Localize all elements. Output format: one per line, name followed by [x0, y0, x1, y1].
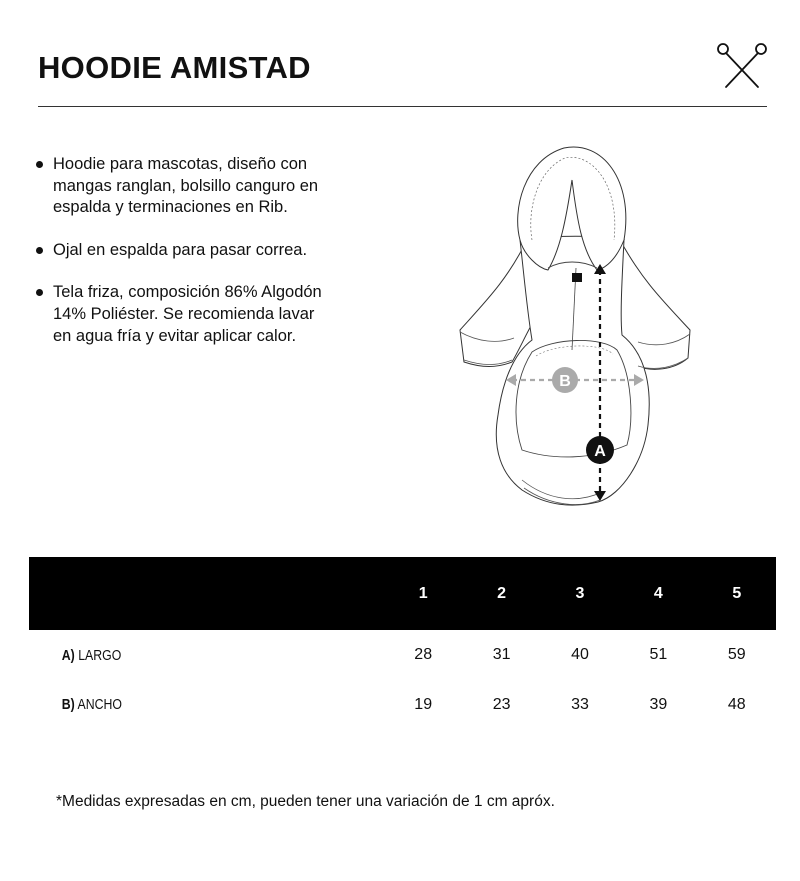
size-value: 33 [571, 695, 589, 713]
size-value: 59 [727, 646, 746, 663]
size-header: 5 [732, 584, 742, 602]
table-row [29, 630, 776, 680]
size-header: 1 [418, 584, 428, 602]
size-value: 31 [492, 646, 511, 663]
header-empty-cell [29, 557, 384, 630]
marker-b-label: B [559, 373, 571, 390]
size-value: 19 [414, 695, 433, 713]
row-letter: B) [61, 696, 75, 713]
row-label-largo [29, 630, 320, 680]
row-name: LARGO [78, 646, 122, 664]
size-value: 39 [649, 695, 668, 713]
title-divider [38, 106, 767, 107]
size-header: 2 [497, 584, 507, 602]
description-item: Tela friza, composición 86% Algodón 14% Poliéster. Se recomienda lavar en agua fría y evitar aplicar calor. [36, 282, 336, 347]
description-item: Hoodie para mascotas, diseño con mangas ranglan, bolsillo canguro en espalda y terminaciones en Rib. [36, 154, 336, 219]
size-header: 4 [653, 584, 663, 602]
description-list [36, 154, 336, 368]
footnote: *Medidas expresadas en cm, pueden tener una variación de 1 cm apróx. [56, 793, 555, 810]
size-value: 23 [492, 695, 511, 713]
table-row [29, 680, 776, 729]
hoodie-diagram [452, 140, 702, 510]
size-header-row [29, 557, 776, 630]
row-name: ANCHO [77, 696, 122, 713]
size-value: 28 [414, 646, 433, 663]
row-letter: A) [61, 646, 75, 664]
page-title: HOODIE AMISTAD [38, 50, 311, 85]
row-label-ancho [29, 680, 320, 729]
marker-a-label: A [594, 443, 606, 460]
size-table [29, 557, 776, 729]
size-value: 40 [571, 646, 589, 663]
size-value: 48 [727, 695, 746, 713]
description-item: Ojal en espalda para pasar correa. [36, 240, 336, 262]
size-value: 51 [649, 646, 668, 663]
scissors-icon [716, 41, 768, 91]
size-header: 3 [575, 584, 585, 602]
